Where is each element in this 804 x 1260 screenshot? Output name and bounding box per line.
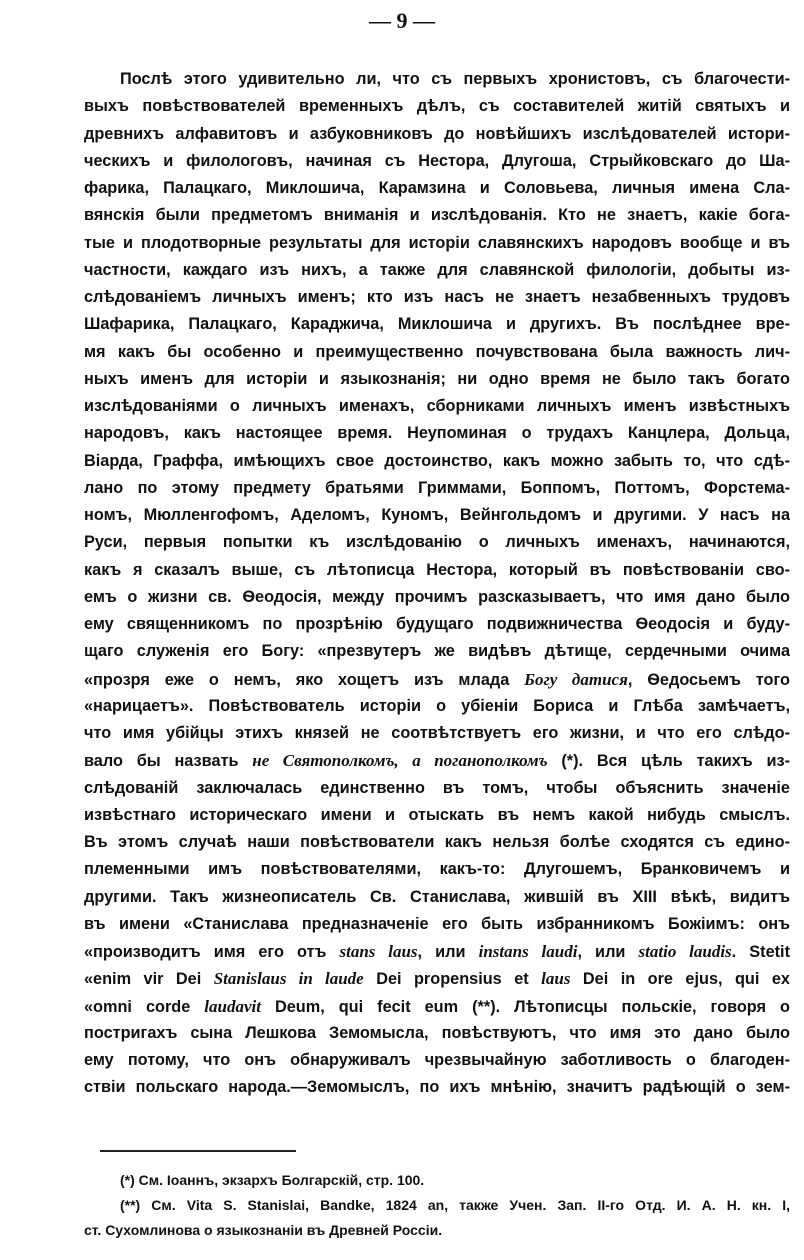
text-segment: ему потому, что онъ обнаруживалъ чрезвычайную заботливость о благоден-: [84, 1051, 790, 1069]
text-line: [84, 829, 790, 856]
text-segment: народовъ, какъ настоящее время. Неупоминая о трудахъ Канцлера, Дольца,: [84, 424, 790, 443]
text-segment: емъ о жизни св. Ѳеодосія, между прочимъ разсказываетъ, что имя дано было: [84, 587, 790, 606]
text-line: [84, 202, 790, 229]
page-number: — 9 —: [369, 8, 435, 33]
text-segment: «нарицаетъ». Повѣствователь исторіи о убіеніи Бориса и Глѣба замѣчаетъ,: [84, 696, 790, 715]
text-segment: Dei propensius et: [363, 970, 542, 989]
text-line: [84, 148, 790, 175]
text-segment: ческихъ и филологовъ, начиная съ Нестора, Длугоша, Стрыйковскаго до Ша-: [84, 151, 790, 170]
text-line: [84, 420, 790, 447]
text-line: [84, 911, 790, 938]
text-line: [84, 529, 790, 556]
text-segment: щаго служенія его Богу: «презвутеръ же видѣвъ дѣтище, сердечными очима: [84, 642, 790, 661]
text-line: [84, 284, 790, 311]
text-line: [84, 856, 790, 883]
footnotes: [84, 1168, 790, 1243]
text-line: [84, 802, 790, 829]
text-segment: . Stetit: [731, 943, 790, 961]
text-segment: другими. Такъ жизнеописатель Св. Станислава, жившій въ XIII вѣкѣ, видитъ: [84, 887, 790, 906]
text-segment: , Ѳедосьемъ того: [627, 670, 790, 689]
text-segment: племенными имъ повѣствователями, какъ-то: Длугошемъ, Бранковичемъ и: [84, 860, 790, 879]
text-segment: номъ, Мюлленгофомъ, Аделомъ, Куномъ, Вейнгольдомъ и другими. У насъ на: [84, 506, 790, 524]
text-segment: Послѣ этого удивительно ли, что съ первыхъ хронистовъ, съ благочести-: [120, 70, 790, 88]
text-segment: выхъ повѣствователей временныхъ дѣлъ, съ составителей житій святыхъ и: [84, 97, 790, 116]
text-segment: мя какъ бы особенно и преимущественно почувствована была важность лич-: [84, 342, 790, 361]
text-segment: тые и плодотворные результаты для исторіи славянскихъ народовъ вообще и въ: [84, 233, 790, 252]
text-line: [84, 993, 790, 1020]
text-line: [84, 638, 790, 665]
text-segment: Dei in ore ejus, qui ex: [570, 970, 790, 989]
italic-text: laudavit: [204, 996, 261, 1016]
text-segment: Віарда, Граффа, имѣющихъ свое достоинство, какъ можно забыть то, что сдѣ-: [84, 451, 790, 470]
text-segment: слѣдованіемъ личныхъ именъ; кто изъ насъ не знаетъ незабвенныхъ трудовъ: [84, 288, 790, 306]
text-line: [84, 93, 790, 120]
text-line: [84, 557, 790, 584]
text-segment: лано по этому предмету братьями Гриммами, Боппомъ, Поттомъ, Форстема-: [84, 478, 790, 497]
text-line: [84, 1074, 790, 1101]
text-segment: «прозря еже о немъ, яко хощетъ изъ млада: [84, 670, 525, 689]
text-segment: изслѣдованіями о личныхъ именахъ, сборниками личныхъ именъ извѣстныхъ: [84, 397, 790, 415]
text-line: [84, 584, 790, 611]
text-line: [84, 230, 790, 257]
italic-text: не Святополкомъ, а поганополкомъ: [252, 751, 548, 771]
text-line: [84, 965, 790, 992]
text-segment: Руси, первыя попытки къ изслѣдованію о личныхъ именахъ, начинаются,: [84, 533, 790, 552]
text-segment: «производитъ имя его отъ: [84, 943, 340, 961]
text-segment: древнихъ алфавитовъ и азбуковниковъ до новѣйшихъ изслѣдователей истори-: [84, 124, 790, 143]
text-segment: ему священникомъ по прозрѣнію будущаго подвижничества Ѳеодосія и буду-: [84, 615, 790, 633]
text-line: [84, 339, 790, 366]
text-segment: Deum, qui fecit eum (**). Лѣтописцы польскіе, говоря о: [260, 997, 790, 1016]
text-segment: ствіи польскаго народа.—Земомыслъ, по ихъ мнѣнію, значитъ радѣющій о зем-: [84, 1078, 790, 1097]
text-line: [84, 611, 790, 638]
text-line: [84, 747, 790, 774]
text-segment: Въ этомъ случаѣ наши повѣствователи какъ нельзя болѣе сходятся съ едино-: [84, 833, 790, 851]
text-segment: что имя убійцы этихъ князей не соотвѣтствуетъ его жизни, и что его слѣдо-: [84, 724, 790, 742]
italic-text: laus: [541, 969, 571, 989]
text-line: [84, 175, 790, 202]
text-segment: слѣдованій заключалась единственно въ томъ, чтобы объяснить значеніе: [84, 778, 790, 797]
text-line: [84, 502, 790, 529]
text-line: [84, 1020, 790, 1047]
text-line: [84, 366, 790, 393]
footnote-2-continued: ст. Сухомлинова о языкознаніи въ Древней Россіи.: [84, 1222, 443, 1238]
text-segment: извѣстнаго историческаго имени и отыскать въ немъ какой нибудь смыслъ.: [84, 805, 790, 824]
text-line: [84, 666, 790, 693]
text-segment: какъ я сказалъ выше, съ лѣтописца Нестора, который въ повѣствованіи сво-: [84, 560, 790, 579]
footnote-2: (**) См. Vita S. Stanislai, Bandkе, 1824 an, также Учен. Зап. II-го Отд. И. А. Н. кн. I,: [120, 1197, 790, 1213]
text-line: [84, 1047, 790, 1074]
text-line: [84, 720, 790, 747]
text-segment: вало бы назвать: [84, 752, 253, 771]
text-segment: «enim vir Dei: [84, 970, 214, 989]
italic-text: Stanislaus in laude: [213, 969, 364, 989]
text-line: [84, 311, 790, 338]
text-line: [84, 448, 790, 475]
text-line: [84, 257, 790, 284]
italic-text: Богу датися: [524, 669, 628, 689]
text-segment: въ имени «Станислава предназначеніе его быть избранникомъ Божіимъ: онъ: [84, 914, 790, 933]
italic-text: instans laudi: [478, 942, 578, 961]
footnote-1: (*) См. Іоаннъ, экзархъ Болгарскій, стр. 100.: [120, 1172, 425, 1188]
text-line: [84, 66, 790, 93]
text-segment: , или: [577, 943, 639, 961]
text-line: [84, 121, 790, 148]
text-segment: вянскія были предметомъ вниманія и изслѣдованія. Кто не знаетъ, какіе бога-: [84, 206, 790, 225]
text-line: [84, 393, 790, 420]
text-segment: «omni corde: [84, 997, 205, 1016]
text-line: [84, 775, 790, 802]
text-line: [84, 475, 790, 502]
text-segment: (*). Вся цѣль такихъ из-: [547, 752, 790, 771]
main-text: [84, 66, 790, 1102]
text-line: [84, 938, 790, 965]
text-segment: частности, каждаго изъ нихъ, а также для славянской филологіи, добыты из-: [84, 260, 790, 279]
text-segment: фарика, Палацкаго, Миклошича, Карамзина и Соловьева, личныя имена Сла-: [84, 179, 790, 197]
text-segment: ныхъ именъ для исторіи и языкознанія; ни одно время не было такъ богато: [84, 369, 790, 388]
text-segment: Шафарика, Палацкаго, Караджича, Миклошича и другихъ. Въ послѣднее вре-: [84, 315, 790, 334]
text-segment: , или: [417, 943, 479, 961]
text-line: [84, 884, 790, 911]
footnote-divider: [100, 1150, 296, 1152]
italic-text: stans laus: [339, 942, 418, 961]
italic-text: statio laudis: [638, 942, 732, 961]
text-segment: постригахъ сына Лешкова Земомысла, повѣствуютъ, что имя это дано было: [84, 1023, 790, 1042]
text-line: [84, 693, 790, 720]
